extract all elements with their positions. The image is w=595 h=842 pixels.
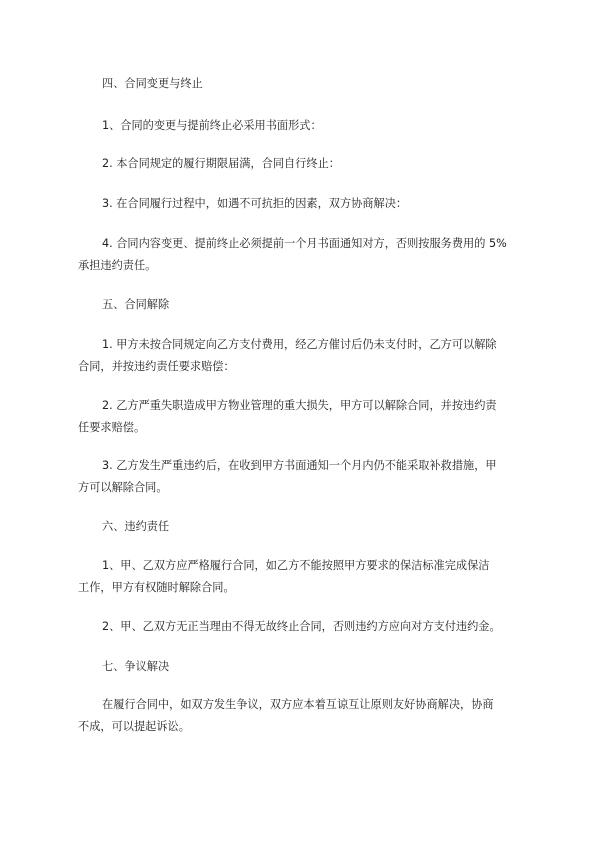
clause-4-1: 1、合同的变更与提前终止必采用书面形式：: [102, 119, 322, 132]
clause-5-2-line-1: 2. 乙方严重失职造成甲方物业管理的重大损失，甲方可以解除合同，并按违约责: [102, 399, 497, 412]
clause-7-line-1: 在履行合同中，如双方发生争议，双方应本着互谅互让原则友好协商解决，协商: [102, 698, 494, 711]
clause-4-4: [78, 233, 537, 277]
clause-7: [78, 694, 537, 738]
clause-5-1: [78, 334, 537, 378]
clause-4-2: 2. 本合同规定的履行期限届满，合同自行终止：: [102, 157, 340, 170]
clause-5-1-line-2: 合同，并按违约责任要求赔偿：: [78, 360, 235, 373]
clause-4-4-line-2: 承担违约责任。: [78, 259, 157, 272]
section-heading-6: 六、违约责任: [102, 520, 170, 533]
clause-6-1-line-2: 工作，甲方有权随时解除合同。: [78, 581, 235, 594]
clause-5-3: [78, 455, 537, 499]
clause-4-3: 3. 在合同履行过程中，如遇不可抗拒的因素，双方协商解决：: [102, 197, 408, 210]
section-heading-7: 七、争议解决: [102, 660, 170, 673]
clause-5-1-line-1: 1. 甲方未按合同规定向乙方支付费用，经乙方催讨后仍未支付时，乙方可以解除: [102, 338, 497, 351]
clause-5-2: [78, 395, 537, 439]
clause-4-4-line-1: 4. 合同内容变更、提前终止必须提前一个月书面通知对方，否则按服务费用的 5%: [102, 237, 507, 250]
clause-7-line-2: 不成，可以提起诉讼。: [78, 720, 190, 733]
clause-6-2: 2、甲、乙双方无正当理由不得无故终止合同，否则违约方应向对方支付违约金。: [102, 620, 501, 633]
clause-5-3-line-2: 方可以解除合同。: [78, 481, 168, 494]
clause-5-2-line-2: 任要求赔偿。: [78, 421, 146, 434]
section-heading-5: 五、合同解除: [102, 298, 170, 311]
section-heading-4: 四、合同变更与终止: [102, 77, 203, 90]
clause-6-1-line-1: 1、甲、乙双方应严格履行合同，如乙方不能按照甲方要求的保洁标准完成保洁: [102, 559, 490, 572]
clause-5-3-line-1: 3. 乙方发生严重违约后，在收到甲方书面通知一个月内仍不能采取补救措施，甲: [102, 459, 497, 472]
clause-6-1: [78, 555, 537, 599]
